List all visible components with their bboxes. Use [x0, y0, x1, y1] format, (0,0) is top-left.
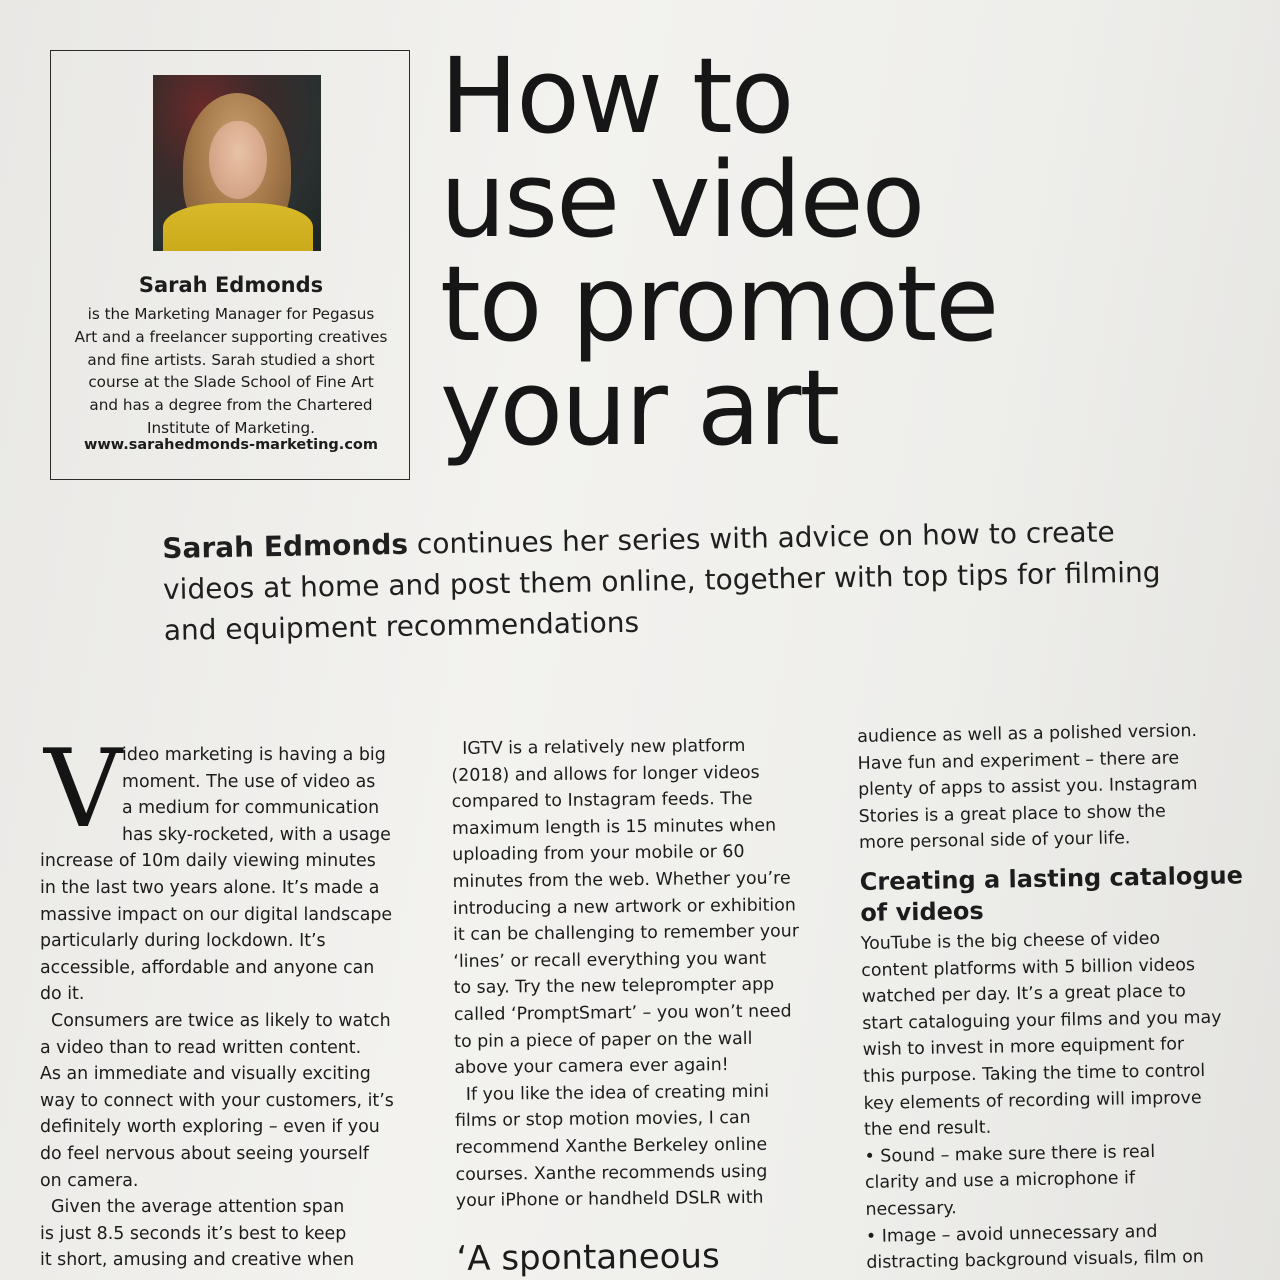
standfirst-line: and equipment recommendations [163, 605, 640, 647]
body-line: massive impact on our digital landscape [40, 904, 393, 925]
body-line: do it. [40, 984, 85, 1005]
body-line: more personal side of your life. [858, 828, 1131, 854]
article-column-2 [451, 732, 837, 1279]
author-bio-text [67, 303, 395, 440]
body-line: to say. Try the new teleprompter app [453, 974, 775, 999]
body-line: Have fun and experiment – there are [857, 747, 1180, 774]
portrait-face [209, 121, 267, 199]
body-line: in the last two years alone. It’s made a [40, 877, 380, 898]
headline-line: use video [440, 139, 924, 261]
body-line: uploading from your mobile or 60 [452, 842, 745, 866]
body-line: definitely worth exploring – even if you [40, 1117, 380, 1138]
body-line: ideo marketing is having a big [122, 745, 386, 765]
subheading-line: Creating a lasting catalogue [859, 861, 1244, 896]
body-line: IGTV is a relatively new platform [451, 735, 746, 759]
body-line: way to connect with your customers, it’s [40, 1090, 394, 1111]
bio-line: and fine artists. Sarah studied a short [87, 350, 375, 369]
article-column-3 [857, 717, 1267, 1277]
bio-line: is the Marketing Manager for Pegasus [87, 305, 375, 323]
body-line: YouTube is the big cheese of video [860, 928, 1161, 954]
body-line: As an immediate and visually exciting [40, 1064, 371, 1085]
bullet-line: • Image – avoid unnecessary and [865, 1221, 1158, 1247]
article-standfirst [162, 509, 1254, 651]
body-line: has sky-rocketed, with a usage [122, 824, 391, 845]
body-line: your iPhone or handheld DSLR with [455, 1187, 764, 1212]
standfirst-line: videos at home and post them online, together with top tips for filming [162, 555, 1161, 606]
body-line: a medium for communication [122, 798, 380, 819]
author-name: Sarah Edmonds [138, 273, 324, 297]
body-line: clarity and use a microphone if [864, 1168, 1136, 1194]
body-line: introducing a new artwork or exhibition [452, 894, 796, 919]
body-line: compared to Instagram feeds. The [451, 789, 753, 813]
headline-line: to promote [440, 243, 998, 365]
bullet-line: • Sound – make sure there is real [864, 1141, 1156, 1167]
body-line: moment. The use of video as [122, 771, 376, 792]
body-line: audience as well as a polished version. [857, 721, 1198, 747]
author-portrait [153, 75, 321, 251]
body-line: wish to invest in more equipment for [862, 1034, 1185, 1061]
body-line: above your camera ever again! [454, 1055, 729, 1079]
body-line: start cataloguing your films and you may [862, 1007, 1222, 1034]
body-line: films or stop motion movies, I can [454, 1108, 751, 1132]
headline-line: How to [440, 35, 793, 157]
body-line: particularly during lockdown. It’s [40, 931, 326, 952]
bio-line: Art and a freelancer supporting creatives [74, 327, 388, 346]
body-line: key elements of recording will improve [863, 1087, 1202, 1114]
standfirst-text: continues her series with advice on how to create [407, 515, 1115, 561]
body-line: it can be challenging to remember your [452, 921, 800, 946]
section-subheading [859, 860, 1260, 929]
headline-line: your art [440, 347, 839, 469]
body-line: (2018) and allows for longer videos [451, 762, 760, 786]
bio-line: course at the Slade School of Fine Art [88, 373, 374, 392]
body-line: Consumers are twice as likely to watch [40, 1010, 391, 1031]
drop-cap: V [44, 727, 122, 852]
body-line: distracting background visuals, film on [866, 1247, 1205, 1274]
standfirst-author: Sarah Edmonds [162, 527, 409, 565]
body-line: necessary. [865, 1198, 957, 1220]
body-line: maximum length is 15 minutes when [451, 815, 777, 839]
body-line: to pin a piece of paper on the wall [454, 1028, 753, 1052]
pull-quote: ‘A spontaneous [456, 1235, 720, 1279]
bio-line: Institute of Marketing. [147, 418, 315, 437]
body-line: a video than to read written content. [40, 1037, 362, 1058]
body-line: courses. Xanthe recommends using [455, 1161, 768, 1185]
body-line: Stories is a great place to show the [858, 801, 1166, 827]
subheading-line: of videos [860, 896, 984, 927]
article-headline [440, 35, 1140, 469]
body-line: do feel nervous about seeing yourself [40, 1143, 369, 1164]
author-bio-box [50, 50, 410, 480]
body-line: If you like the idea of creating mini [454, 1081, 770, 1105]
article-column-1 [40, 727, 420, 1274]
body-line: this purpose. Taking the time to control [862, 1060, 1206, 1087]
body-line: recommend Xanthe Berkeley online [455, 1134, 768, 1158]
body-line: Given the average attention span [40, 1197, 345, 1218]
body-line: is just 8.5 seconds it’s best to keep [40, 1223, 347, 1244]
portrait-shirt [163, 203, 313, 251]
bio-line: and has a degree from the Chartered [89, 396, 373, 415]
body-line: the end result. [863, 1117, 992, 1141]
body-line: on camera. [40, 1170, 139, 1191]
body-line: watched per day. It’s a great place to [861, 981, 1186, 1008]
author-website-link[interactable]: www.sarahedmonds-marketing.com [84, 437, 378, 453]
body-line: increase of 10m daily viewing minutes [40, 851, 376, 872]
body-line: it short, amusing and creative when [40, 1250, 355, 1271]
body-line: content platforms with 5 billion videos [861, 954, 1196, 981]
body-line: plenty of apps to assist you. Instagram [857, 774, 1198, 801]
body-line: called ‘PromptSmart’ – you won’t need [453, 1001, 792, 1025]
body-line: ‘lines’ or recall everything you want [453, 948, 767, 972]
body-line: accessible, affordable and anyone can [40, 957, 375, 978]
body-line: minutes from the web. Whether you’re [452, 868, 791, 892]
